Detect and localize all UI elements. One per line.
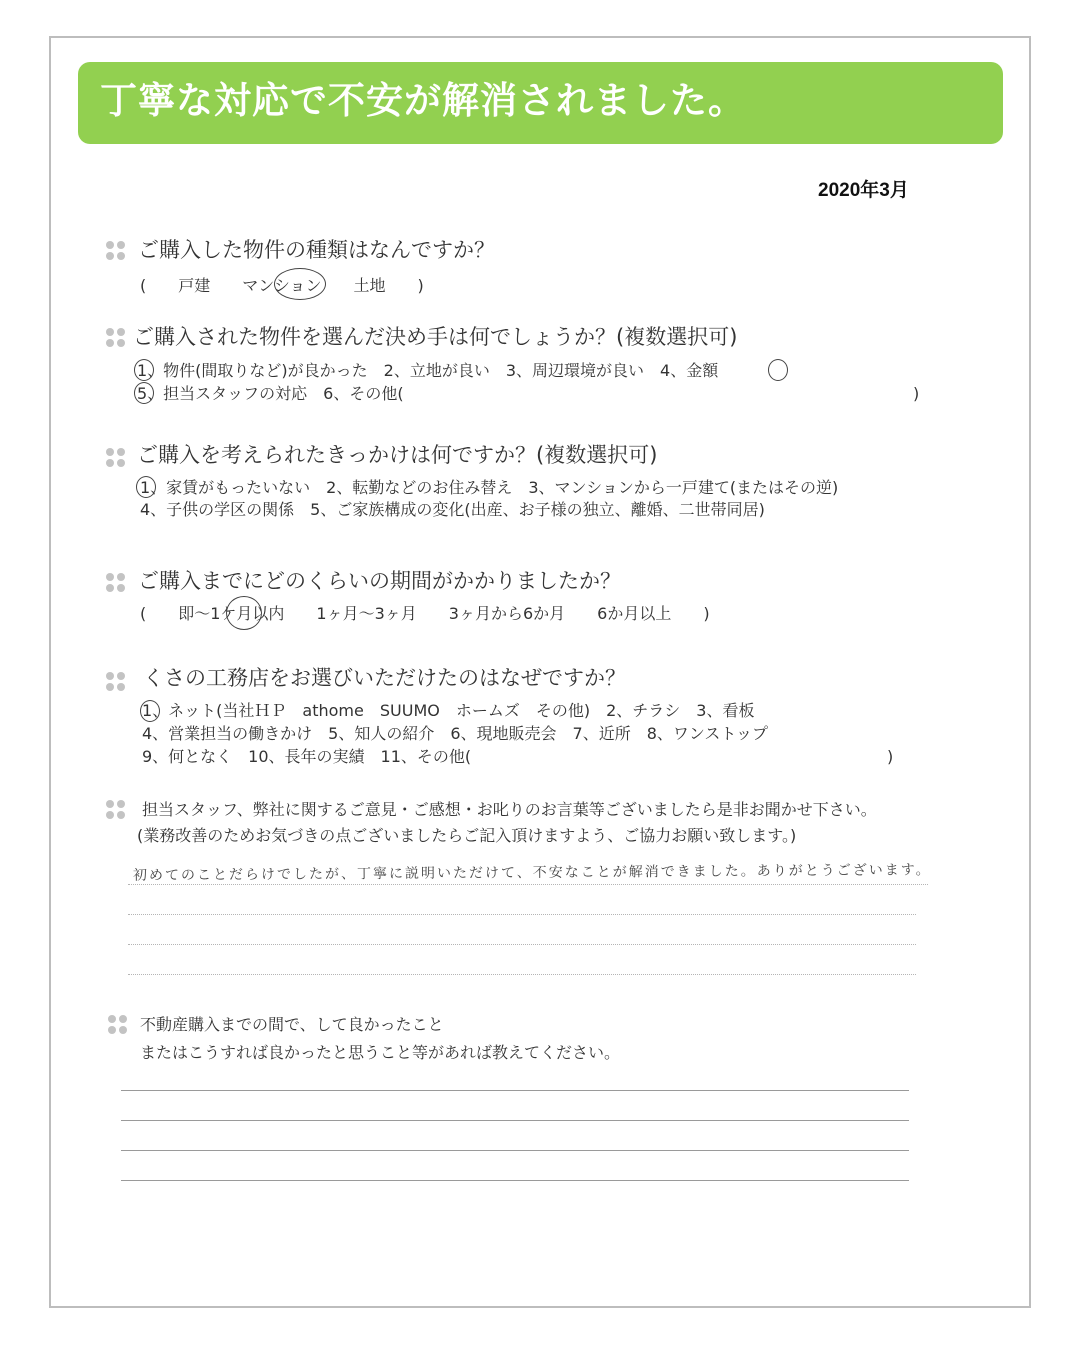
- answer-deciding-factor-close: ): [913, 384, 920, 403]
- survey-date: 2020年3月: [818, 180, 909, 201]
- answer-purchase-trigger-line2: 4、子供の学区の関係 5、ご家族構成の変化(出産、お子様の独立、離婚、二世帯同居): [140, 500, 765, 519]
- answer-why-chosen-line2: 4、営業担当の働きかけ 5、知人の紹介 6、現地販売会 7、近所 8、ワンストップ: [142, 724, 768, 743]
- question-advice-line2: またはこうすれば良かったと思うこと等があれば教えてください。: [140, 1043, 621, 1062]
- answer-circle-mark: [134, 359, 154, 381]
- question-property-type: ご購入した物件の種類はなんですか？: [138, 238, 495, 262]
- writing-line: [121, 1120, 909, 1121]
- answer-deciding-factor-line1: 1、物件(間取りなど)が良かった 2、立地が良い 3、周辺環境が良い 4、金額: [137, 361, 719, 380]
- bullet-dots-icon: [106, 573, 126, 593]
- answer-circle-mark: [136, 476, 156, 498]
- answer-circle-mark: [226, 596, 262, 630]
- answer-circle-mark: [274, 268, 326, 300]
- answer-deciding-factor-line2: 5、担当スタッフの対応 6、その他(: [137, 384, 404, 403]
- bullet-dots-icon: [106, 328, 126, 348]
- question-purchase-period: ご購入までにどのくらいの期間がかかりましたか？: [138, 569, 621, 593]
- bullet-dots-icon: [106, 448, 126, 468]
- question-feedback: 担当スタッフ、弊社に関するご意見・ご感想・お叱りのお言葉等ございましたら是非お聞かせ下さい。: [142, 800, 877, 819]
- answer-why-chosen-line3: 9、何となく 10、長年の実績 11、その他(: [142, 747, 472, 766]
- question-feedback-note: (業務改善のためお気づきの点ございましたらご記入頂けますよう、ご協力お願い致します。): [137, 826, 797, 845]
- writing-line: [128, 884, 928, 885]
- answer-why-chosen-close: ): [887, 747, 894, 766]
- answer-circle-mark: [134, 382, 154, 404]
- answer-purchase-trigger-line1: 1、家賃がもったいない 2、転勤などのお住み替え 3、マンションから一戸建て(またはその逆): [140, 478, 839, 497]
- writing-line: [121, 1150, 909, 1151]
- handwritten-comment: 初めてのことだらけでしたが、丁寧に説明いただけて、不安なことが解消できました。ありがとうございます。: [132, 862, 932, 884]
- bullet-dots-icon: [106, 241, 126, 261]
- answer-purchase-period: ( 即～1ケ月以内 1ヶ月～3ヶ月 3ヶ月から6か月 6か月以上 ): [140, 604, 710, 623]
- bullet-dots-icon: [106, 800, 126, 820]
- title-banner: [78, 62, 1003, 144]
- question-advice: 不動産購入までの間で、して良かったこと: [140, 1015, 444, 1034]
- question-why-chosen: くさの工務店をお選びいただけたのはなぜですか？: [143, 666, 626, 690]
- answer-why-chosen-line1: 1、ネット(当社ＨＰ athome SUUMO ホームズ その他) 2、チラシ 3、看板: [142, 701, 755, 720]
- answer-property-type: ( 戸建 マンション 土地 ): [140, 276, 424, 295]
- question-deciding-factor: ご購入された物件を選んだ決め手は何でしょうか？(複数選択可): [133, 325, 738, 349]
- answer-circle-mark: [768, 359, 788, 381]
- bullet-dots-icon: [106, 672, 126, 692]
- writing-line: [128, 914, 916, 915]
- writing-line: [128, 974, 916, 975]
- writing-line: [121, 1180, 909, 1181]
- writing-line: [128, 944, 916, 945]
- answer-circle-mark: [140, 700, 160, 722]
- question-purchase-trigger: ご購入を考えられたきっかけは何ですか？(複数選択可): [137, 443, 658, 467]
- page-title: 丁寧な対応で不安が解消されました。: [100, 79, 746, 122]
- writing-line: [121, 1090, 909, 1091]
- bullet-dots-icon: [108, 1015, 128, 1035]
